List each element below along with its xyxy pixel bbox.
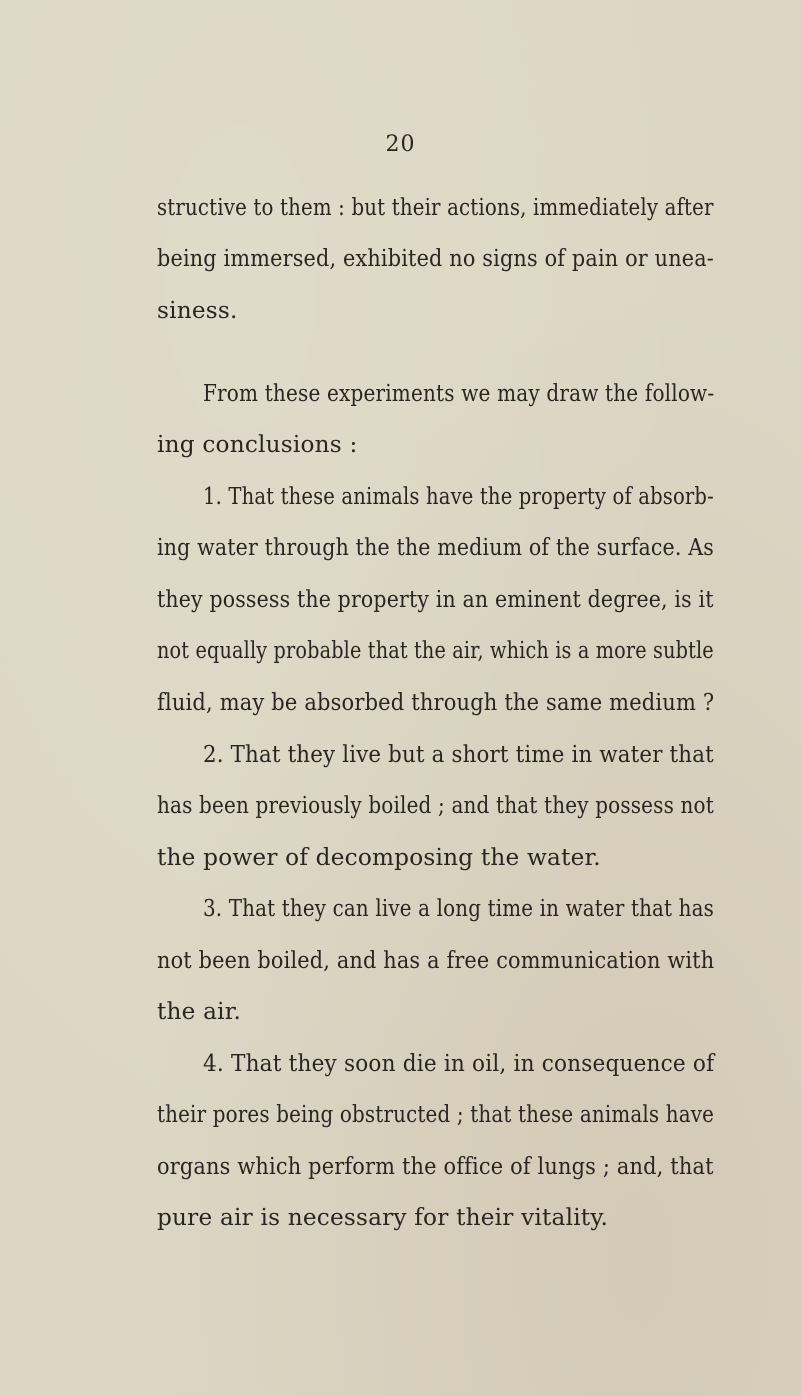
text-line: their pores being obstructed ; that these animals have: [157, 1101, 715, 1128]
text-line: organs which perform the office of lungs ; and, that: [157, 1153, 714, 1180]
text-line: fluid, may be absorbed through the same medium ?: [157, 689, 715, 716]
text-line: ing water through the the medium of the surface. As: [157, 534, 714, 561]
text-line: siness.: [157, 297, 238, 324]
text-line: the power of decomposing the water.: [157, 844, 601, 871]
text-line: not been boiled, and has a free communication with: [157, 947, 715, 974]
page-number: 20: [385, 132, 416, 157]
text-line: structive to them : but their actions, immediately after: [157, 194, 714, 221]
text-line: the air.: [157, 998, 242, 1025]
text-line: 2. That they live but a short time in water that: [203, 741, 714, 768]
text-line: being immersed, exhibited no signs of pain or unea-: [157, 245, 715, 272]
text-line: they possess the property in an eminent degree, is it: [157, 586, 714, 613]
text-line: 4. That they soon die in oil, in consequence of: [203, 1050, 715, 1077]
text-line: From these experiments we may draw the follow-: [203, 380, 715, 407]
text-line: has been previously boiled ; and that they possess not: [157, 792, 714, 819]
text-line: 1. That these animals have the property of absorb-: [203, 483, 714, 510]
text-line: 3. That they can live a long time in water that has: [203, 895, 715, 922]
text-line: pure air is necessary for their vitality.: [157, 1204, 609, 1231]
text-line: ing conclusions :: [157, 431, 358, 458]
text-line: not equally probable that the air, which is a more subtle: [157, 637, 714, 664]
